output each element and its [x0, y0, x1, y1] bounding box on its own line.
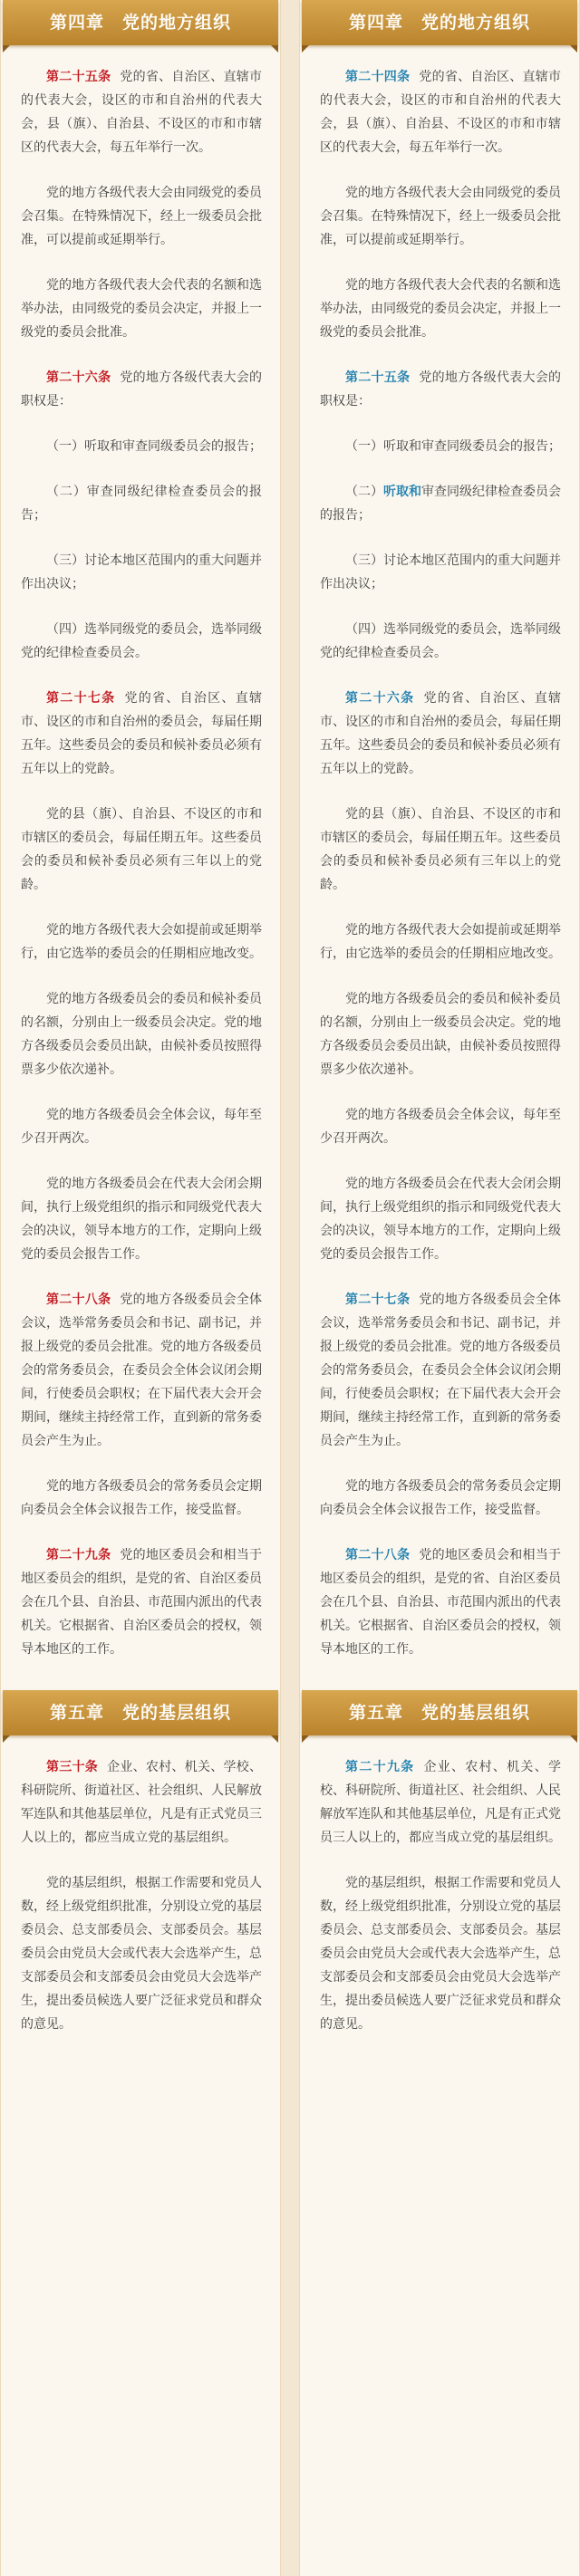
paragraph: 党的地方各级委员会的委员和候补委员的名额，分别由上一级委员会决定。党的地方各级委员会委员出缺，由候补委员按照得票多少依次递补。 [21, 992, 262, 1077]
article-text: 党的省、自治区、直辖市、设区的市和自治州的委员会，每届任期五年。这些委员会的委员和候补委员必须有五年以上的党龄。 [320, 691, 562, 776]
right-column [299, 0, 580, 2576]
article-number: 第二十六条 [345, 691, 415, 706]
paragraph: （三）讨论本地区范围内的重大问题并作出决议； [320, 553, 561, 591]
article-paragraph [320, 366, 561, 413]
article-paragraph [320, 1288, 561, 1453]
article-text: 党的地区委员会和相当于地区委员会的组织，是党的省、自治区委员会在几个县、自治县、市范围内派出的代表机关。它根据省、自治区委员会的授权，领导本地区的工作。 [21, 1548, 263, 1657]
article-number: 第二十四条 [345, 70, 411, 84]
article-text: 企业、农村、机关、学校、科研院所、街道社区、社会组织、人民解放军连队和其他基层单位，凡是有正式党员三人以上的，都应当成立党的基层组织。 [320, 1760, 562, 1845]
article-text: 党的地方各级委员会全体会议，选举常务委员会和书记、副书记，并报上级党的委员会批准。党的地方各级委员会的常务委员会，在委员会全体会议闭会期间，行使委员会职权；在下届代表大会开会期间，继续主持经常工作，直到新的常务委员会产生为止。 [21, 1293, 263, 1448]
article-number: 第二十八条 [46, 1293, 111, 1307]
article-number: 第二十六条 [46, 370, 111, 385]
paragraph: 党的地方各级委员会的委员和候补委员的名额，分别由上一级委员会决定。党的地方各级委员会委员出缺，由候补委员按照得票多少依次递补。 [320, 992, 561, 1077]
paragraph: （四）选举同级党的委员会，选举同级党的纪律检查委员会。 [21, 622, 262, 660]
article-number: 第三十条 [46, 1760, 99, 1774]
chapter-banner [3, 0, 278, 45]
article-paragraph [320, 687, 561, 781]
article-number: 第二十七条 [345, 1293, 411, 1307]
chapter-banner [302, 1690, 577, 1735]
paragraph: 党的地方各级代表大会由同级党的委员会召集。在特殊情况下，经上一级委员会批准，可以提前或延期举行。 [320, 186, 561, 247]
article-paragraph [21, 1543, 262, 1661]
article-number: 第二十九条 [46, 1548, 111, 1562]
paragraph-text: 审查同级纪律检查委员会的报告； [320, 485, 561, 523]
article-text: 党的地方各级代表大会的职权是： [320, 370, 562, 409]
paragraph: 党的地方各级委员会的常务委员会定期向委员会全体会议报告工作，接受监督。 [21, 1479, 262, 1517]
chapter-title: 第四章 党的地方组织 [348, 13, 530, 33]
paragraph: 党的县（旗）、自治县、不设区的市和市辖区的委员会，每届任期五年。这些委员会的委员和候补委员必须有三年以上的党龄。 [21, 807, 262, 892]
article-number: 第二十五条 [46, 70, 111, 84]
article-text: 党的地方各级委员会全体会议，选举常务委员会和书记、副书记，并报上级党的委员会批准。党的地方各级委员会的常务委员会，在委员会全体会议闭会期间，行使委员会职权；在下届代表大会开会期间，继续主持经常工作，直到新的常务委员会产生为止。 [320, 1293, 562, 1448]
article-paragraph [21, 1288, 262, 1453]
article-text: 党的地方各级代表大会的职权是： [21, 370, 263, 409]
article-paragraph [320, 65, 561, 159]
paragraph: 党的基层组织，根据工作需要和党员人数，经上级党组织批准，分别设立党的基层委员会、总支部委员会、支部委员会。基层委员会由党员大会或代表大会选举产生，总支部委员会和支部委员会由党员大会选举产生，提出委员候选人要广泛征求党员和群众的意见。 [21, 1876, 262, 2032]
paragraph: （三）讨论本地区范围内的重大问题并作出决议； [21, 553, 262, 591]
paragraph: 党的基层组织，根据工作需要和党员人数，经上级党组织批准，分别设立党的基层委员会、总支部委员会、支部委员会。基层委员会由党员大会或代表大会选举产生，总支部委员会和支部委员会由党员大会选举产生，提出委员候选人要广泛征求党员和群众的意见。 [320, 1876, 561, 2032]
article-paragraph [21, 1755, 262, 1850]
chapter-title: 第五章 党的基层组织 [348, 1703, 530, 1723]
paragraph: 党的地方各级委员会全体会议，每年至少召开两次。 [320, 1108, 561, 1146]
article-paragraph [320, 1543, 561, 1661]
paragraph: 党的地方各级委员会在代表大会闭会期间，执行上级党组织的指示和同级党代表大会的决议，领导本地方的工作，定期向上级党的委员会报告工作。 [21, 1177, 262, 1262]
article-number: 第二十八条 [345, 1548, 411, 1562]
chapter-title: 第四章 党的地方组织 [49, 13, 231, 33]
highlighted-text: 听取和 [383, 485, 421, 499]
article-text: 企业、农村、机关、学校、科研院所、街道社区、社会组织、人民解放军连队和其他基层单位，凡是有正式党员三人以上的，都应当成立党的基层组织。 [21, 1760, 263, 1845]
paragraph: 党的地方各级委员会全体会议，每年至少召开两次。 [21, 1108, 262, 1146]
article-text: 党的省、自治区、直辖市的代表大会，设区的市和自治州的代表大会，县（旗）、自治县、不设区的市和市辖区的代表大会，每五年举行一次。 [21, 70, 263, 155]
paragraph [320, 480, 561, 527]
article-text: 党的省、自治区、直辖市的代表大会，设区的市和自治州的代表大会，县（旗）、自治县、不设区的市和市辖区的代表大会，每五年举行一次。 [320, 70, 562, 155]
left-column [0, 0, 281, 2576]
paragraph: （一）听取和审查同级委员会的报告； [345, 439, 561, 454]
column-gap [281, 0, 299, 2576]
chapter-banner [3, 1690, 278, 1735]
article-number: 第二十五条 [345, 370, 411, 385]
chapter-banner [302, 0, 577, 45]
paragraph: 党的地方各级委员会的常务委员会定期向委员会全体会议报告工作，接受监督。 [320, 1479, 561, 1517]
article-paragraph [21, 687, 262, 781]
right-chapter4-body [300, 45, 579, 1690]
article-text: 党的地区委员会和相当于地区委员会的组织，是党的省、自治区委员会在几个县、自治县、市范围内派出的代表机关。它根据省、自治区委员会的授权，领导本地区的工作。 [320, 1548, 562, 1657]
left-chapter5-body [1, 1735, 280, 2065]
paragraph: 党的县（旗）、自治县、不设区的市和市辖区的委员会，每届任期五年。这些委员会的委员和候补委员必须有三年以上的党龄。 [320, 807, 561, 892]
paragraph: （四）选举同级党的委员会，选举同级党的纪律检查委员会。 [320, 622, 561, 660]
paragraph: 党的地方各级代表大会由同级党的委员会召集。在特殊情况下，经上一级委员会批准，可以提前或延期举行。 [21, 186, 262, 247]
article-text: 党的省、自治区、直辖市、设区的市和自治州的委员会，每届任期五年。这些委员会的委员和候补委员必须有五年以上的党龄。 [21, 691, 263, 776]
right-chapter5-body [300, 1735, 579, 2065]
paragraph: 党的地方各级委员会在代表大会闭会期间，执行上级党组织的指示和同级党代表大会的决议，领导本地方的工作，定期向上级党的委员会报告工作。 [320, 1177, 561, 1262]
article-paragraph [320, 1755, 561, 1850]
left-chapter4-body [1, 45, 280, 1690]
article-paragraph [21, 366, 262, 413]
article-paragraph [21, 65, 262, 159]
paragraph: 党的地方各级代表大会如提前或延期举行，由它选举的委员会的任期相应地改变。 [21, 923, 262, 961]
paragraph: 党的地方各级代表大会代表的名额和选举办法，由同级党的委员会决定，并报上一级党的委员会批准。 [320, 278, 561, 340]
paragraph: 党的地方各级代表大会代表的名额和选举办法，由同级党的委员会决定，并报上一级党的委员会批准。 [21, 278, 262, 340]
article-number: 第二十七条 [46, 691, 116, 706]
paragraph: （二）审查同级纪律检查委员会的报告； [21, 485, 262, 523]
chapter-title: 第五章 党的基层组织 [49, 1703, 231, 1723]
paragraph: （一）听取和审查同级委员会的报告； [46, 439, 262, 454]
paragraph-prefix: （二） [345, 485, 383, 499]
article-number: 第二十九条 [345, 1760, 415, 1774]
paragraph: 党的地方各级代表大会如提前或延期举行，由它选举的委员会的任期相应地改变。 [320, 923, 561, 961]
